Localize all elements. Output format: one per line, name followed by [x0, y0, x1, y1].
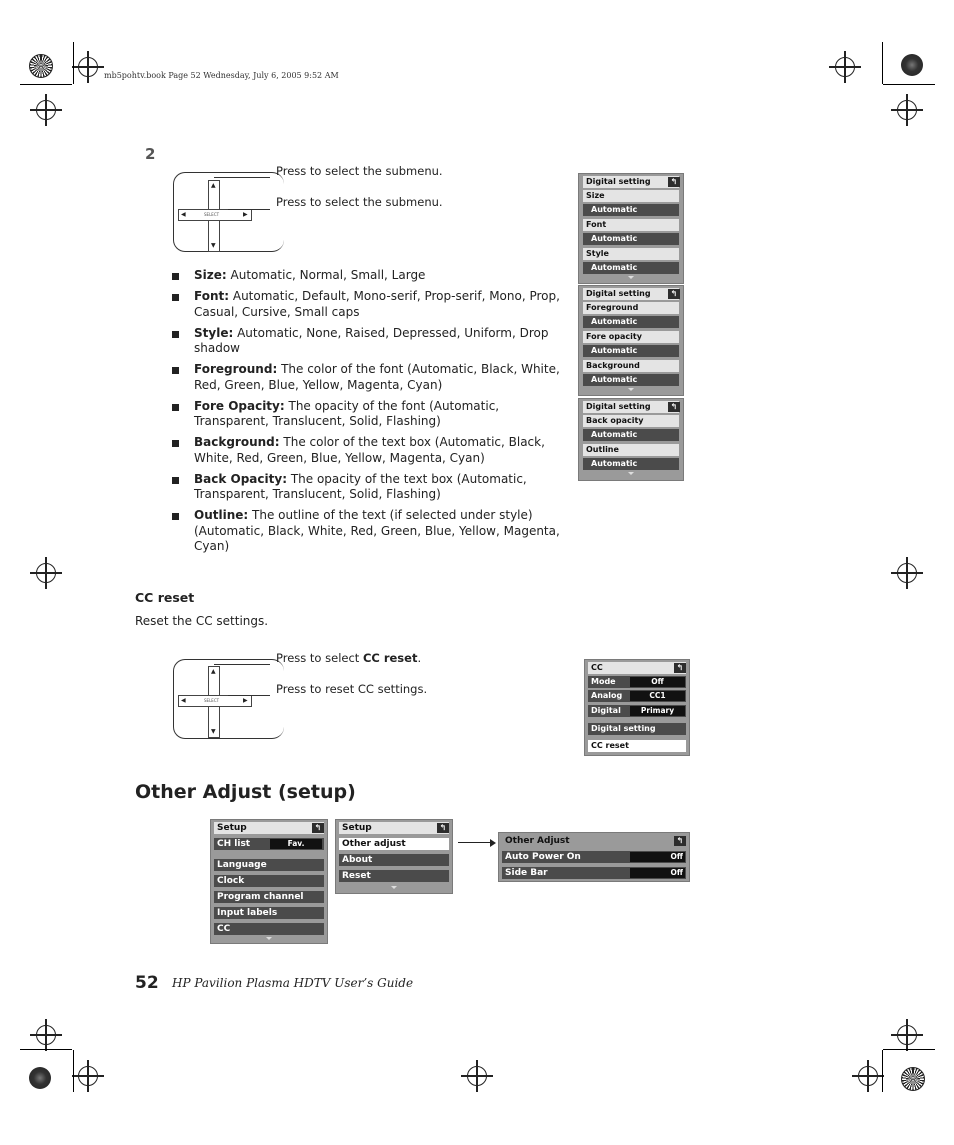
menu-item-label: Back opacity	[583, 415, 679, 427]
ch-list-value: Fav.	[270, 839, 322, 849]
menu-item-value[interactable]: Automatic	[583, 345, 679, 357]
other-adjust-heading: Other Adjust (setup)	[135, 781, 356, 803]
setup-item-selected[interactable]: Other adjust	[339, 838, 449, 850]
auto-power-on-value: Off	[630, 852, 685, 862]
menu-item-value[interactable]: Automatic	[583, 262, 679, 274]
up-arrow-icon: ▲	[211, 182, 216, 189]
crosshair-icon	[36, 1025, 56, 1045]
crop-line	[73, 42, 74, 84]
arrow-right-icon	[458, 839, 496, 847]
setup-item[interactable]: About	[339, 854, 449, 866]
menu-title: Other Adjust	[502, 835, 686, 847]
list-item: Background: The color of the text box (Automatic, Black, White, Red, Green, Blue, Yellow, Magenta, Cyan)	[172, 435, 567, 466]
digital-setting-menu	[578, 285, 684, 396]
registration-mark-icon	[29, 54, 53, 78]
scroll-down-icon[interactable]	[628, 388, 634, 391]
side-bar-row[interactable]: Side Bar Off	[502, 867, 686, 879]
crosshair-icon	[78, 1066, 98, 1086]
menu-title: Digital setting	[583, 288, 679, 300]
crop-line	[882, 1050, 883, 1092]
crop-line	[883, 1049, 935, 1050]
back-icon[interactable]: ↰	[674, 836, 686, 846]
scroll-down-icon[interactable]	[628, 472, 634, 475]
menu-item-value[interactable]: Automatic	[583, 233, 679, 245]
menu-item-value[interactable]: Automatic	[583, 204, 679, 216]
digital-setting-menu	[578, 173, 684, 284]
cc-reset-heading: CC reset	[135, 590, 195, 605]
leader-line	[214, 664, 270, 665]
cc-analog-value: CC1	[630, 691, 685, 701]
menu-item-value[interactable]: Automatic	[583, 374, 679, 386]
menu-item-label: Size	[583, 190, 679, 202]
file-info: mb5pohtv.book Page 52 Wednesday, July 6, 2005 9:52 AM	[104, 71, 339, 80]
scroll-down-icon[interactable]	[628, 276, 634, 279]
step-number: 2	[145, 145, 156, 163]
cc-digital-row[interactable]: Digital Primary	[588, 705, 686, 717]
digital-setting-item[interactable]: Digital setting	[588, 723, 686, 735]
crosshair-icon	[897, 1025, 917, 1045]
cc-reset-item[interactable]: CC reset	[588, 740, 686, 752]
left-arrow-icon: ◀	[181, 697, 186, 704]
cc-digital-value: Primary	[630, 706, 685, 716]
list-item: Foreground: The color of the font (Automatic, Black, White, Red, Green, Blue, Yellow, Magenta, Cyan)	[172, 362, 567, 393]
menu-title: CC	[588, 662, 686, 674]
auto-power-on-row[interactable]: Auto Power On Off	[502, 851, 686, 863]
footer-title: HP Pavilion Plasma HDTV User’s Guide	[172, 976, 414, 990]
cc-reset-description: Reset the CC settings.	[135, 614, 269, 628]
setup-item[interactable]: Reset	[339, 870, 449, 882]
back-icon[interactable]: ↰	[437, 823, 449, 833]
crop-line	[882, 42, 883, 84]
menu-item-label: Font	[583, 219, 679, 231]
select-label: SELECT	[204, 698, 220, 703]
crop-line	[883, 84, 935, 85]
setup-item[interactable]: Language	[214, 859, 324, 871]
right-arrow-icon: ▶	[243, 697, 248, 704]
remote-annotation: Press to select CC reset.	[276, 651, 422, 665]
select-label: SELECT	[204, 212, 220, 217]
crosshair-icon	[835, 57, 855, 77]
list-item: Style: Automatic, None, Raised, Depressed, Uniform, Drop shadow	[172, 326, 567, 357]
registration-mark-icon	[901, 54, 923, 76]
remote-annotation: Press to select the submenu.	[276, 195, 443, 209]
menu-item-label: Outline	[583, 444, 679, 456]
crosshair-icon	[897, 100, 917, 120]
menu-item-label: Fore opacity	[583, 331, 679, 343]
menu-item-value[interactable]: Automatic	[583, 429, 679, 441]
scroll-down-icon[interactable]	[266, 937, 272, 940]
leader-line	[214, 177, 270, 178]
setup-item[interactable]: Input labels	[214, 907, 324, 919]
digital-setting-menu	[578, 398, 684, 481]
back-icon[interactable]: ↰	[668, 177, 680, 187]
cc-mode-row[interactable]: Mode Off	[588, 676, 686, 688]
cc-menu	[584, 659, 690, 756]
down-arrow-icon: ▼	[211, 728, 216, 735]
right-arrow-icon: ▶	[243, 211, 248, 218]
crop-line	[73, 1050, 74, 1092]
setup-item[interactable]: Clock	[214, 875, 324, 887]
list-item: Outline: The outline of the text (if selected under style) (Automatic, Black, White, Red, Green, Blue, Yellow, Magenta, Cyan)	[172, 508, 567, 555]
crop-line	[20, 1049, 72, 1050]
back-icon[interactable]: ↰	[312, 823, 324, 833]
ch-list-item[interactable]: CH list Fav.	[214, 838, 324, 850]
page-number: 52	[135, 973, 159, 993]
crosshair-icon	[36, 100, 56, 120]
setup-menu	[335, 819, 453, 894]
menu-item-label: Style	[583, 248, 679, 260]
menu-title: Digital setting	[583, 401, 679, 413]
crosshair-icon	[467, 1066, 487, 1086]
crosshair-icon	[78, 57, 98, 77]
remote-annotation: Press to reset CC settings.	[276, 682, 428, 696]
crosshair-icon	[858, 1066, 878, 1086]
list-item: Size: Automatic, Normal, Small, Large	[172, 268, 567, 284]
side-bar-value: Off	[630, 868, 685, 878]
setup-item[interactable]: Program channel	[214, 891, 324, 903]
list-item: Font: Automatic, Default, Mono-serif, Prop-serif, Mono, Prop, Casual, Cursive, Small caps	[172, 289, 567, 320]
crop-line	[20, 84, 72, 85]
leader-line	[228, 695, 270, 696]
back-icon[interactable]: ↰	[668, 402, 680, 412]
list-item: Fore Opacity: The opacity of the font (Automatic, Transparent, Translucent, Solid, Flashing)	[172, 399, 567, 430]
left-arrow-icon: ◀	[181, 211, 186, 218]
cc-mode-value: Off	[630, 677, 685, 687]
crosshair-icon	[897, 563, 917, 583]
setup-item[interactable]: CC	[214, 923, 324, 935]
other-adjust-panel	[498, 832, 690, 882]
crosshair-icon	[36, 563, 56, 583]
leader-line	[228, 209, 270, 210]
list-item: Back Opacity: The opacity of the text box (Automatic, Transparent, Translucent, Solid, Flashing)	[172, 472, 567, 503]
down-arrow-icon: ▼	[211, 242, 216, 249]
setup-menu	[210, 819, 328, 944]
registration-mark-icon	[29, 1067, 51, 1089]
cc-analog-row[interactable]: Analog CC1	[588, 690, 686, 702]
menu-item-label: Foreground	[583, 302, 679, 314]
back-icon[interactable]: ↰	[674, 663, 686, 673]
registration-mark-icon	[901, 1067, 925, 1091]
back-icon[interactable]: ↰	[668, 289, 680, 299]
digital-options-list	[172, 268, 567, 560]
up-arrow-icon: ▲	[211, 668, 216, 675]
menu-item-label: Background	[583, 360, 679, 372]
menu-item-value[interactable]: Automatic	[583, 316, 679, 328]
scroll-down-icon[interactable]	[391, 886, 397, 889]
menu-title: Setup	[339, 822, 449, 834]
menu-item-value[interactable]: Automatic	[583, 458, 679, 470]
remote-annotation: Press to select the submenu.	[276, 164, 443, 178]
menu-title: Setup	[214, 822, 324, 834]
menu-title: Digital setting	[583, 176, 679, 188]
